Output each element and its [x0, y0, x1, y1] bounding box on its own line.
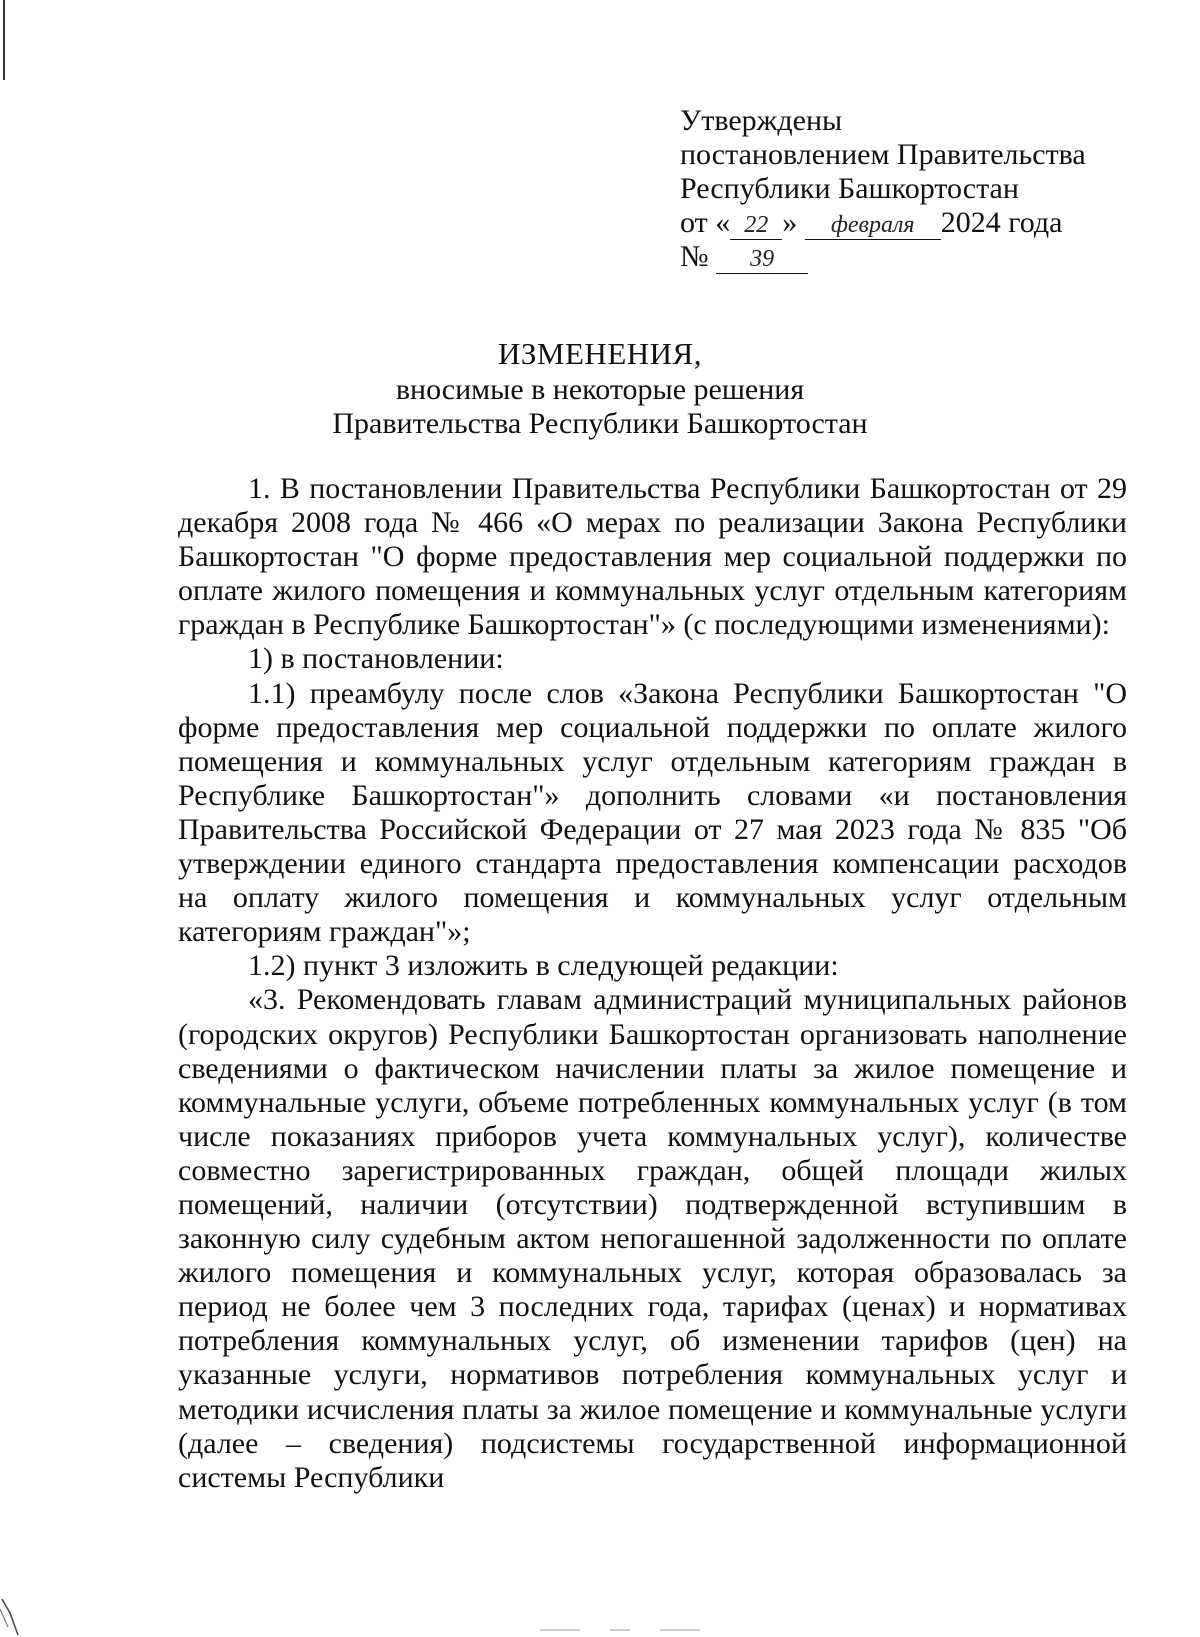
document-subtitle-1: вносимые в некоторые решения	[395, 373, 805, 406]
approval-line-resolution: постановлением Правительства	[680, 138, 1086, 171]
date-mid: »	[782, 206, 798, 239]
paragraph-1-1-2: 1.2) пункт 3 изложить в следующей редакции:	[248, 949, 839, 983]
document-heading	[0, 337, 1200, 441]
document-number: 39	[716, 245, 808, 274]
document-title: ИЗМЕНЕНИЯ,	[498, 336, 702, 371]
date-month: февраля	[805, 211, 941, 240]
date-prefix: от «	[680, 206, 731, 239]
approval-line-approved: Утверждены	[680, 104, 843, 137]
number-sign: №	[680, 240, 709, 273]
approval-stamp	[680, 104, 1086, 274]
paragraph-1-1: 1) в постановлении:	[248, 642, 504, 676]
document-subtitle-2: Правительства Республики Башкортостан	[332, 407, 868, 440]
paragraph-3-new-wording: «3. Рекомендовать главам администраций муниципальных районов (городских округов) Республики Башкортостан организовать наполнение сведениями о фактическом начислении платы за жилое помещение и коммунальные услуги, объеме потребленных коммунальных услуг (в том числе показаниях приборов учета коммунальных услуг), количестве совместно зарегистрированных граждан, общей площади жилых помещений, наличии (отсутствии) подтвержденной вступившим в законную силу судебным актом непогашенной задолженности по оплате жилого помещения и коммунальных услуг, которая образовалась за период не более чем 3 последних года, тарифах (ценах) и нормативах потребления коммунальных услуг, об изменении тарифов (цен) на указанные услуги, нормативов потребления коммунальных услуг и методики исчисления платы за жилое помещение и коммунальные услуги (далее – сведения) подсистемы государственной информационной системы Республики	[178, 983, 1127, 1494]
approval-date-line	[680, 206, 1086, 240]
document-body	[178, 472, 1127, 1495]
scan-artifact	[540, 1628, 700, 1632]
scan-corner-mark	[0, 1597, 30, 1637]
approval-number-line	[680, 240, 1086, 274]
date-day: 22	[730, 211, 782, 240]
paragraph-1: 1. В постановлении Правительства Республики Башкортостан от 29 декабря 2008 года № 466 «О мерах по реализации Закона Республики Башкортостан "О форме предоставления мер социальной поддержки по оплате жилого помещения и коммунальных услуг отдельным категориям граждан в Республике Башкортостан"» (с последующими изменениями):	[178, 472, 1127, 642]
approval-line-republic: Республики Башкортостан	[680, 172, 1019, 205]
paragraph-1-1-1: 1.1) преамбулу после слов «Закона Республики Башкортостан "О форме предоставления мер социальной поддержки по оплате жилого помещения и коммунальных услуг отдельным категориям граждан в Республике Башкортостан"» дополнить словами «и постановления Правительства Российской Федерации от 27 мая 2023 года № 835 "Об утверждении единого стандарта предоставления компенсации расходов на оплату жилого помещения и коммунальных услуг отдельным категориям граждан"»;	[178, 676, 1127, 949]
scan-edge-mark	[3, 0, 5, 80]
date-year: 2024 года	[940, 206, 1063, 239]
